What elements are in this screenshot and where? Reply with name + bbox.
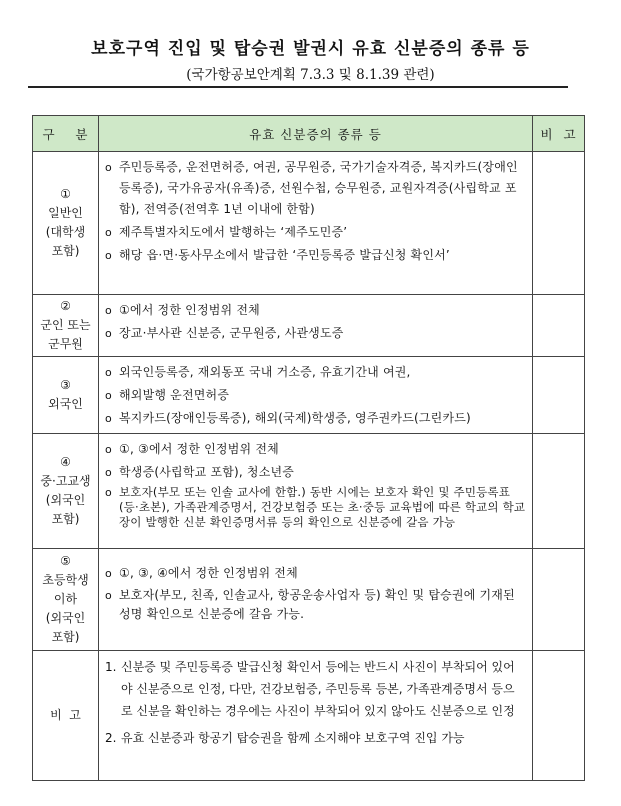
row-note <box>533 295 585 357</box>
bullet-icon: o <box>105 486 112 499</box>
list-item: o ①, ③, ④에서 정한 인정범위 전체 <box>105 563 526 584</box>
row-category-secondary-student <box>33 434 99 549</box>
table-row <box>33 651 585 781</box>
category-label: 일반인 <box>48 206 83 220</box>
table-row <box>33 357 585 434</box>
id-types-table <box>32 115 585 781</box>
row-category-remarks <box>33 651 99 781</box>
list-item: o ①, ③에서 정한 인정범위 전체 <box>105 439 526 460</box>
page-subtitle: (국가항공보안계획 7.3.3 및 8.1.39 관련) <box>186 67 435 83</box>
list-item: o 외국인등록증, 재외동포 국내 거소증, 유효기간내 여권, <box>105 362 526 383</box>
row-note <box>533 434 585 549</box>
table-row <box>33 295 585 357</box>
row-content <box>99 357 533 434</box>
remark-number: 2. <box>105 731 117 745</box>
header-notes: 비 고 <box>533 116 585 152</box>
bullet-icon: o <box>105 412 112 425</box>
table-row <box>33 549 585 651</box>
row-category-elementary-student <box>33 549 99 651</box>
list-item: o 장교·부사관 신분증, 군무원증, 사관생도증 <box>105 323 526 344</box>
row-category-foreigner <box>33 357 99 434</box>
category-label: 중·고교생 <box>40 474 91 488</box>
bullet-icon: o <box>105 161 112 174</box>
list-item: o 보호자(부모, 친족, 인솔교사, 항공운송사업자 등) 확인 및 탑승권에 기재된 성명 확인으로 신분증에 갈음 가능. <box>105 588 515 621</box>
row-content <box>99 549 533 651</box>
remark-number: 1. <box>105 660 117 674</box>
bullet-icon: o <box>105 389 112 402</box>
bullet-icon: o <box>105 567 112 580</box>
category-note: (외국인 <box>45 611 86 625</box>
bullet-icon: o <box>105 443 112 456</box>
title-divider <box>28 86 568 88</box>
category-number: ④ <box>60 455 71 469</box>
row-content <box>99 152 533 295</box>
list-item: o 해당 읍·면·동사무소에서 발급한 ‘주민등록증 발급신청 확인서’ <box>105 245 526 266</box>
list-item: o 주민등록증, 운전면허증, 여권, 공무원증, 국가기술자격증, 복지카드(장애인등록증), 국가유공자(유족)증, 선원수첩, 승무원증, 교원자격증(사립학교 포함), 전역증(전역후 1년 이내에 한함) <box>105 157 526 220</box>
row-note <box>533 357 585 434</box>
list-item: o 보호자(부모 또는 인솔 교사에 한함.) 동반 시에는 보호자 확인 및 주민등록표(등·초본), 가족관계증명서, 건강보험증 또는 초·중등 교육법에 따른 학교의 학교장이 발행한 신분 확인증명서류 등의 확인으로 신분증에 갈음 가능 <box>105 485 526 529</box>
category-label: 이하 <box>53 592 78 606</box>
row-content <box>99 434 533 549</box>
row-content <box>99 651 533 781</box>
row-note <box>533 651 585 781</box>
category-number: ⑤ <box>60 554 71 568</box>
bullet-icon: o <box>105 304 112 317</box>
row-note <box>533 152 585 295</box>
category-note: (외국인 <box>45 493 86 507</box>
remark-item: 2. 유효 신분증과 항공기 탑승권을 함께 소지해야 보호구역 진입 가능 <box>105 727 526 749</box>
list-item: o 학생증(사립학교 포함), 청소년증 <box>105 462 526 483</box>
category-label: 비 고 <box>50 708 81 722</box>
category-note: 포함) <box>51 630 80 644</box>
category-label: 군인 또는 <box>40 318 91 332</box>
row-category-general <box>33 152 99 295</box>
row-category-military <box>33 295 99 357</box>
header-id-types: 유효 신분증의 종류 등 <box>99 116 533 152</box>
table-row <box>33 434 585 549</box>
category-number: ② <box>60 299 71 313</box>
category-number: ① <box>60 187 71 201</box>
bullet-icon: o <box>105 366 112 379</box>
category-label: 외국인 <box>48 397 83 411</box>
list-item: o 복지카드(장애인등록증), 해외(국제)학생증, 영주권카드(그린카드) <box>105 408 526 429</box>
bullet-icon: o <box>105 589 112 602</box>
bullet-icon: o <box>105 466 112 479</box>
list-item: o ①에서 정한 인정범위 전체 <box>105 300 526 321</box>
category-note: (대학생 <box>45 225 86 239</box>
bullet-icon: o <box>105 249 112 262</box>
table-header-row <box>33 116 585 152</box>
row-note <box>533 549 585 651</box>
list-item: o 제주특별자치도에서 발행하는 ‘제주도민증’ <box>105 222 526 243</box>
bullet-icon: o <box>105 226 112 239</box>
category-label: 초등학생 <box>42 573 89 587</box>
category-note: 포함) <box>51 244 80 258</box>
header-category: 구 분 <box>33 116 99 152</box>
category-note: 포함) <box>51 512 80 526</box>
list-item: o 해외발행 운전면허증 <box>105 385 526 406</box>
remark-item: 1. 신분증 및 주민등록증 발급신청 확인서 등에는 반드시 사진이 부착되어 있어야 신분증으로 인정, 다만, 건강보험증, 주민등록 등본, 가족관계증명서 등으로 신분을 확인하는 경우에는 사진이 부착되어 있지 않아도 신분증으로 인정 <box>105 656 526 722</box>
table-row <box>33 152 585 295</box>
row-content <box>99 295 533 357</box>
category-number: ③ <box>60 378 71 392</box>
page-title: 보호구역 진입 및 탑승권 발권시 유효 신분증의 종류 등 <box>91 39 530 59</box>
bullet-icon: o <box>105 327 112 340</box>
category-label: 군무원 <box>48 337 83 351</box>
